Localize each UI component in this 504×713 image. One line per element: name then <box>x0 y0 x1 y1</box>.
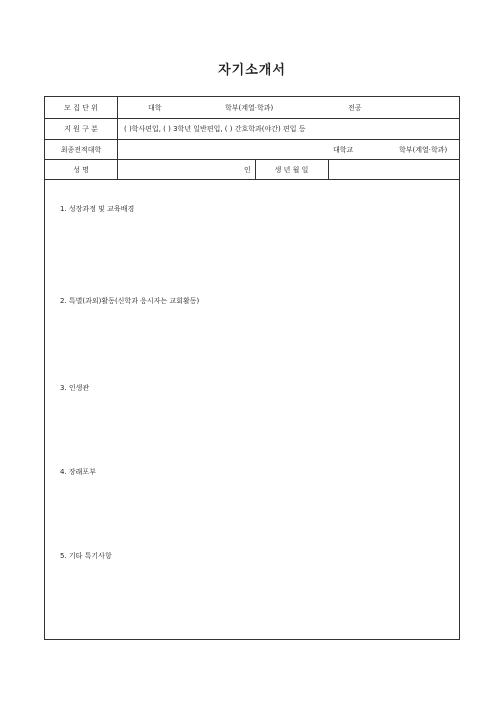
recruit-unit-label: 모 집 단 위 <box>64 103 98 112</box>
section-activities: 2. 특별(과외)활동(신학과 응시자는 교회활동) <box>60 297 200 305</box>
apply-type-options[interactable]: ( )학사편입, ( ) 3학년 일반편입, ( ) 간호학과(야간) 편입 등 <box>124 125 306 133</box>
major-field[interactable]: 전공 <box>348 103 362 112</box>
self-introduction-form <box>44 96 460 640</box>
page-title: 자기소개서 <box>218 63 286 78</box>
section-life-view: 3. 인생관 <box>60 384 90 392</box>
department-field[interactable]: 학부(계열·학과) <box>225 103 274 112</box>
name-label: 성 명 <box>73 165 89 174</box>
row-name <box>45 160 459 180</box>
college-field[interactable]: 대학 <box>148 103 162 112</box>
birth-date-label: 생 년 월 일 <box>274 165 309 174</box>
seal-mark: 인 <box>244 165 251 174</box>
section-other: 5. 기타 특기사항 <box>60 552 112 560</box>
university-field[interactable]: 대학교 <box>333 145 354 154</box>
apply-type-label: 지 원 구 분 <box>64 125 98 133</box>
row-previous-school <box>45 140 459 160</box>
section-growth: 1. 성장과정 및 교육배경 <box>60 205 135 213</box>
row-apply-type <box>45 119 459 140</box>
row-recruit-unit <box>45 97 459 119</box>
section-future-plans: 4. 장래포부 <box>60 468 96 476</box>
school-department-field[interactable]: 학부(계열·학과) <box>399 145 448 154</box>
previous-school-label: 최종전적대학 <box>60 145 102 154</box>
